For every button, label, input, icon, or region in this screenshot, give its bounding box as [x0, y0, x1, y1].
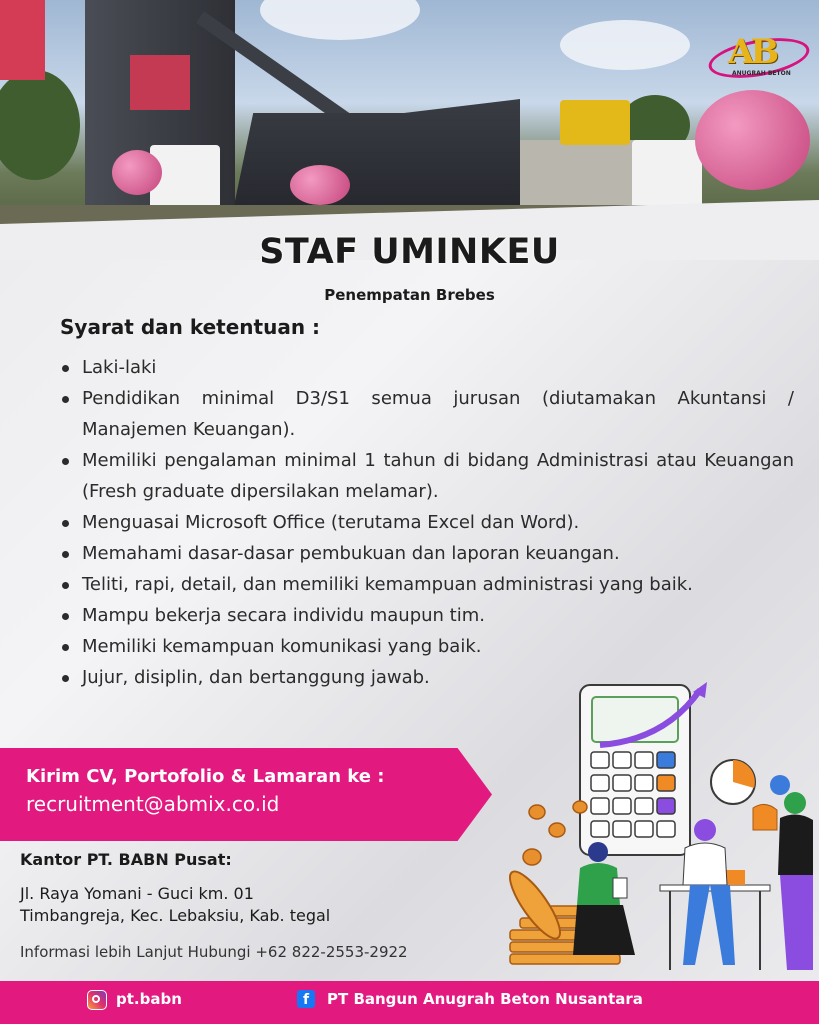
list-item: Memahami dasar-dasar pembukuan dan laporan keuangan. [82, 538, 794, 569]
list-item: Memiliki pengalaman minimal 1 tahun di bidang Administrasi atau Keuangan (Fresh graduate dipersilakan melamar). [82, 445, 794, 507]
hero-photo [0, 0, 819, 230]
cta-title: Kirim CV, Portofolio & Lamaran ke : [26, 766, 385, 787]
list-item: Mampu bekerja secara individu maupun tim. [82, 600, 794, 631]
list-item: Laki-laki [82, 352, 794, 383]
job-title: STAF UMINKEU [259, 232, 560, 272]
company-logo: AB ANUGRAH BETON [706, 30, 806, 82]
requirements-heading: Syarat dan ketentuan : [60, 315, 321, 339]
list-item: Memiliki kemampuan komunikasi yang baik. [82, 631, 794, 662]
facebook-icon[interactable]: f [297, 990, 315, 1008]
list-item: Teliti, rapi, detail, dan memiliki kemampuan administrasi yang baik. [82, 569, 794, 600]
list-item: Pendidikan minimal D3/S1 semua jurusan (diutamakan Akuntansi / Manajemen Keuangan). [82, 383, 794, 445]
office-title: Kantor PT. BABN Pusat: [20, 850, 232, 869]
finance-illustration [495, 680, 815, 980]
requirements-list [60, 352, 794, 693]
office-address-line2: Timbangreja, Kec. Lebaksiu, Kab. tegal [20, 906, 331, 925]
facebook-page-name[interactable]: PT Bangun Anugrah Beton Nusantara [327, 990, 643, 1008]
cta-email-link[interactable]: recruitment@abmix.co.id [26, 792, 280, 816]
contact-info: Informasi lebih Lanjut Hubungi +62 822-2553-2922 [20, 943, 408, 961]
instagram-icon[interactable] [87, 990, 107, 1010]
instagram-handle[interactable]: pt.babn [116, 990, 182, 1008]
list-item: Menguasai Microsoft Office (terutama Excel dan Word). [82, 507, 794, 538]
job-location: Penempatan Brebes [324, 286, 495, 304]
list-item: Jujur, disiplin, dan bertanggung jawab. [82, 662, 794, 693]
office-address-line1: Jl. Raya Yomani - Guci km. 01 [20, 884, 254, 903]
